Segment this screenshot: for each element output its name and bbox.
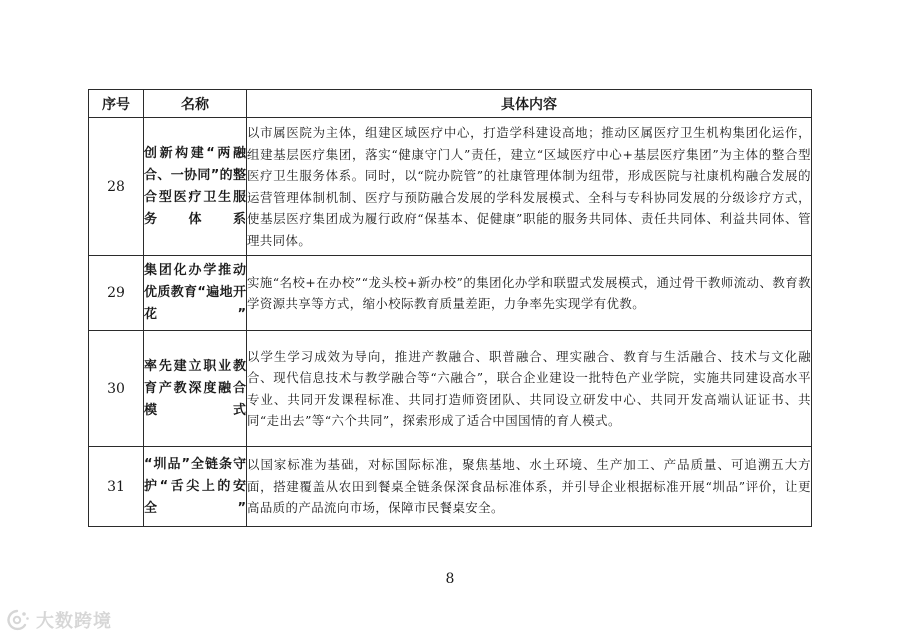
policy-table — [88, 89, 812, 527]
table-row — [89, 256, 812, 331]
row-index: 30 — [89, 331, 144, 447]
table-row — [89, 331, 812, 447]
row-name: “圳品”全链条守护“舌尖上的安全” — [144, 447, 247, 527]
page-number: 8 — [445, 571, 455, 587]
row-index: 31 — [89, 447, 144, 527]
watermark — [4, 608, 112, 632]
watermark-logo-icon — [4, 608, 30, 632]
header-content: 具体内容 — [247, 90, 812, 118]
row-name: 创新构建“两融合、一协同”的整合型医疗卫生服务体系 — [144, 118, 247, 256]
table-row — [89, 447, 812, 527]
watermark-text: 大数跨境 — [36, 611, 112, 632]
row-content: 以国家标准为基础，对标国际标准，聚焦基地、水土环境、生产加工、产品质量、可追溯五大方面，搭建覆盖从农田到餐桌全链条保深食品标准体系，并引导企业根据标准开展“圳品”评价，让更高品质的产品流向市场，保障市民餐桌安全。 — [247, 447, 812, 527]
row-content: 实施“名校+在办校”“龙头校+新办校”的集团化办学和联盟式发展模式，通过骨干教师流动、教育教学资源共享等方式，缩小校际教育质量差距，力争率先实现学有优教。 — [247, 256, 812, 331]
header-index: 序号 — [89, 90, 144, 118]
row-name: 率先建立职业教育产教深度融合模式 — [144, 331, 247, 447]
table-row — [89, 118, 812, 256]
row-name: 集团化办学推动优质教育“遍地开花” — [144, 256, 247, 331]
row-content: 以市属医院为主体，组建区域医疗中心，打造学科建设高地；推动区属医疗卫生机构集团化运作，组建基层医疗集团，落实“健康守门人”责任，建立“区域医疗中心+基层医疗集团”为主体的整合型医疗卫生服务体系。同时，以“院办院管”的社康管理体制为纽带，形成医院与社康机构融合发展的运营管理体制机制、医疗与预防融合发展的学科发展模式、全科与专科协同发展的分级诊疗方式，使基层医疗集团成为履行政府“保基本、促健康”职能的服务共同体、责任共同体、利益共同体、管理共同体。 — [247, 118, 812, 256]
row-index: 28 — [89, 118, 144, 256]
table-header-row — [89, 90, 812, 118]
row-index: 29 — [89, 256, 144, 331]
row-content: 以学生学习成效为导向，推进产教融合、职普融合、理实融合、教育与生活融合、技术与文化融合、现代信息技术与教学融合等“六融合”，联合企业建设一批特色产业学院，实施共同建设高水平专业、共同开发课程标准、共同打造师资团队、共同设立研发中心、共同开发高端认证证书、共同“走出去”等“六个共同”，探索形成了适合中国国情的育人模式。 — [247, 331, 812, 447]
header-name: 名称 — [144, 90, 247, 118]
